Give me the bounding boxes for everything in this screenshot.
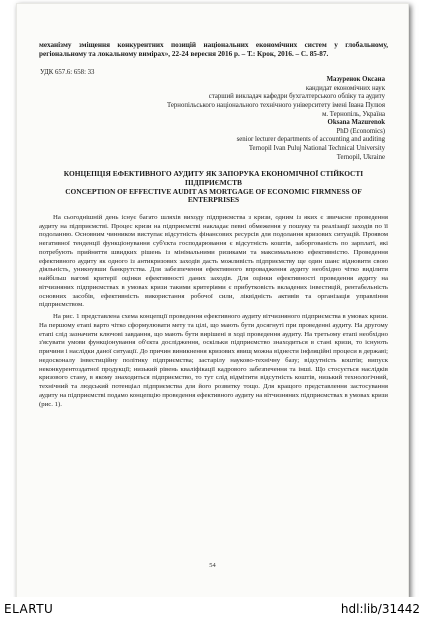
author-name-uk: Мазуренок Оксана bbox=[326, 76, 385, 84]
author-degree-uk: кандидат економічних наук bbox=[305, 84, 385, 92]
author-university-en: Ternopil Ivan Puluj National Technical University bbox=[248, 144, 385, 152]
reference-text: механізму зміщення конкурентних позицій національних економічних систем у глобальному, регіональному та локальному вимірах», 22-24 вересня 2016 р. – Т.: Крок, 2016. – С. 85-87. bbox=[39, 41, 388, 58]
author-position-en: senior lecturer departments of accounting and auditing bbox=[236, 136, 385, 144]
author-name-en: Oksana Mazurenok bbox=[327, 119, 385, 127]
author-degree-en: PhD (Economics) bbox=[336, 127, 385, 135]
author-city-en: Ternopil, Ukraine bbox=[336, 153, 385, 161]
repository-name: ELARTU bbox=[4, 602, 54, 616]
repository-footer bbox=[0, 597, 424, 620]
body-paragraph-1: На сьогоднішній день існує багато шляхів виходу підприємства з кризи, одним із яких є звичасне проведення аудиту на підприємстві. Процес кризи на підприємстві накладає певні обмеження у пошуку та реалізації заходів по її подоланню. Основним чинником виступає відсутність фінансових ресурсів для подолання кризових ситуацій. Проявом негативної тенденції функціонування суб'єкта господарювання є відсутність коштів, заборгованість по зарплаті, які потребують прийняття швидких рішень із мінімальними ризиками та максимальною ефективністю. Проведення ефективного аудиту як одного із антикризових заходів дасть можливість підприємству ще один шанс відновити свою діяльність, уникнувши банкрутства. Для забезпечення ефективного впровадження аудиту необхідно чітко виділити найбільш вагомі критерії оцінки ефективності даних заходів. Для оцінки ефективності проведення аудиту на вітчизняних підприємствах в умовах кризи такими критеріями є прибутковість вкладених інвестицій, рентабельність основних засобів, ефективність використання робочої сили, ліквідність активів та організація управління підприємством. bbox=[39, 213, 388, 309]
author-position-uk: старший викладач кафедри бухгалтерського обліку та аудиту bbox=[208, 93, 385, 101]
page-number: 54 bbox=[209, 562, 216, 569]
udk-code: УДК 657.6: 658: 33 bbox=[40, 69, 95, 77]
body-paragraph-2: На рис. 1 представлена схема концепції проведення ефективного аудиту вітчизняного підприємства в умовах кризи. На першому етапі варто чітко сформулювати мету та цілі, що мають бути досягнуті при проведенні аудиту. На другому етапі слід зазначити ключові завдання, що мають бути вирішені в ході проведення аудиту. На третьому етапі необхідно з'ясувати умови функціонування об'єкта дослідження, оскільки підприємство знаходиться в стані кризи, то існують причини і наслідки даної ситуації. До причин виникнення кризових явищ можна віднести інфляційні процеси в державі; недосконалу інвестиційну політику підприємства; застарілу науково-технічну базу; відсутність коштів; випуск неконкурентоздатної продукції; низький рівень кваліфікації кадрового забезпечення та інші. Що стосується наслідків кризового стану, в якому знаходиться підприємство, то тут слід відмітити відсутність коштів, низький технологічний, технічний та людський потенціал підприємства для його розвитку тощо. Для кращого представлення застосування аудиту на підприємстві подамо концепцію проведення ефективного аудиту на вітчизняних підприємствах в умовах кризи (рис. 1). bbox=[39, 313, 388, 408]
article-body bbox=[39, 214, 388, 410]
author-city-uk: м. Тернопіль, Україна bbox=[322, 110, 385, 118]
handle-identifier[interactable]: hdl:lib/31442 bbox=[340, 602, 420, 616]
document-page bbox=[16, 3, 409, 599]
title-ukrainian: КОНЦЕПЦІЯ ЕФЕКТИВНОГО АУДИТУ ЯК ЗАПОРУКА ЕКОНОМІЧНОЇ СТІЙКОСТІ ПІДПРИЄМСТВ bbox=[63, 169, 364, 187]
author-block bbox=[39, 76, 388, 162]
page-content bbox=[39, 41, 388, 412]
title-english: CONCEPTION OF EFFECTIVE AUDIT AS MORTGAGE OF ECONOMIC FIRMNESS OF ENTERPRISES bbox=[65, 186, 362, 205]
article-title bbox=[39, 170, 388, 205]
author-university-uk: Тернопільського національного технічного університету імені Івана Пулюя bbox=[167, 101, 385, 109]
